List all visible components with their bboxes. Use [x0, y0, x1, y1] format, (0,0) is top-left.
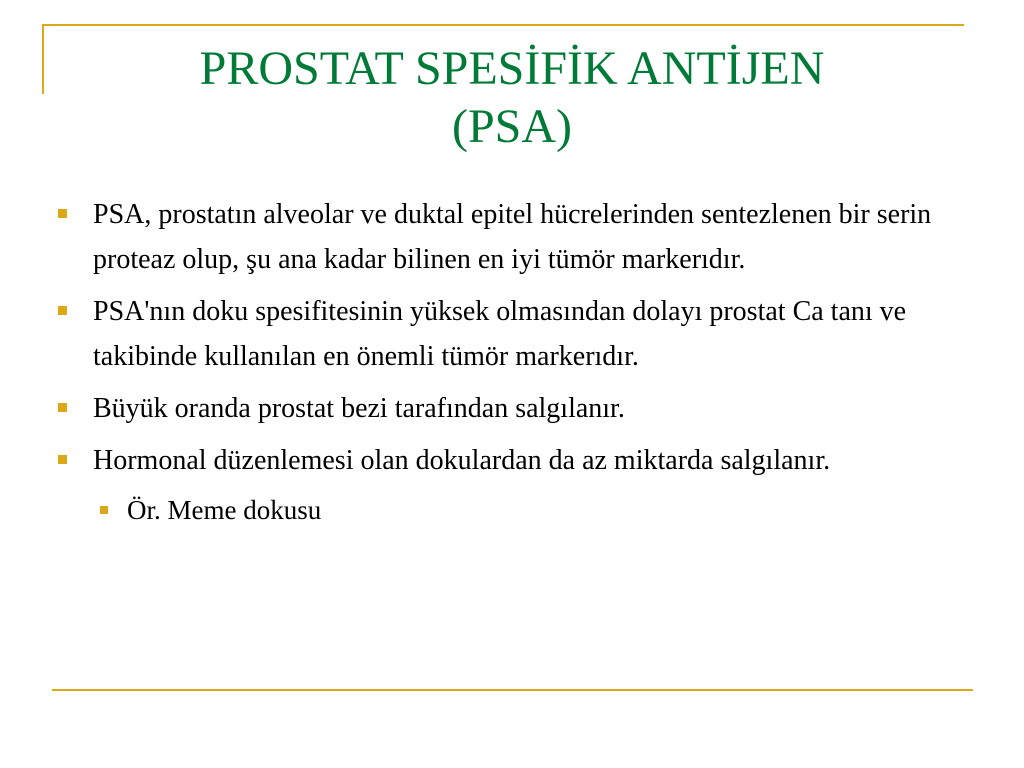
- sub-bullet-list: [93, 488, 965, 533]
- bullet-list: [55, 192, 965, 540]
- sub-bullet-text: Ör. Meme dokusu: [127, 495, 322, 525]
- square-bullet-icon: [58, 306, 67, 315]
- slide-title: [60, 40, 964, 156]
- bullet-item: [55, 289, 965, 379]
- slide-title-line-1: PROSTAT SPESİFİK ANTİJEN: [199, 42, 825, 95]
- slide-title-line-2: (PSA): [451, 100, 573, 153]
- bullet-item: [55, 386, 965, 431]
- bullet-text: PSA'nın doku spesifitesinin yüksek olmasından dolayı prostat Ca tanı ve takibinde kullanılan en önemli tümör markerıdır.: [93, 296, 907, 372]
- square-bullet-icon: [100, 506, 108, 514]
- square-bullet-icon: [58, 455, 67, 464]
- bullet-text: Büyük oranda prostat bezi tarafından salgılanır.: [93, 393, 625, 424]
- square-bullet-icon: [58, 403, 67, 412]
- top-border-line: [42, 24, 964, 26]
- left-border-line: [42, 24, 44, 94]
- bullet-text: PSA, prostatın alveolar ve duktal epitel hücrelerinden sentezlenen bir serin proteaz olup, şu ana kadar bilinen en iyi tümör markerıdır.: [93, 199, 932, 275]
- bullet-text: Hormonal düzenlemesi olan dokulardan da az miktarda salgılanır.: [93, 445, 831, 476]
- square-bullet-icon: [58, 209, 67, 218]
- bullet-item: [55, 192, 965, 282]
- bottom-border-line: [52, 689, 973, 691]
- bullet-item: [55, 438, 965, 533]
- sub-bullet-item: [93, 488, 965, 533]
